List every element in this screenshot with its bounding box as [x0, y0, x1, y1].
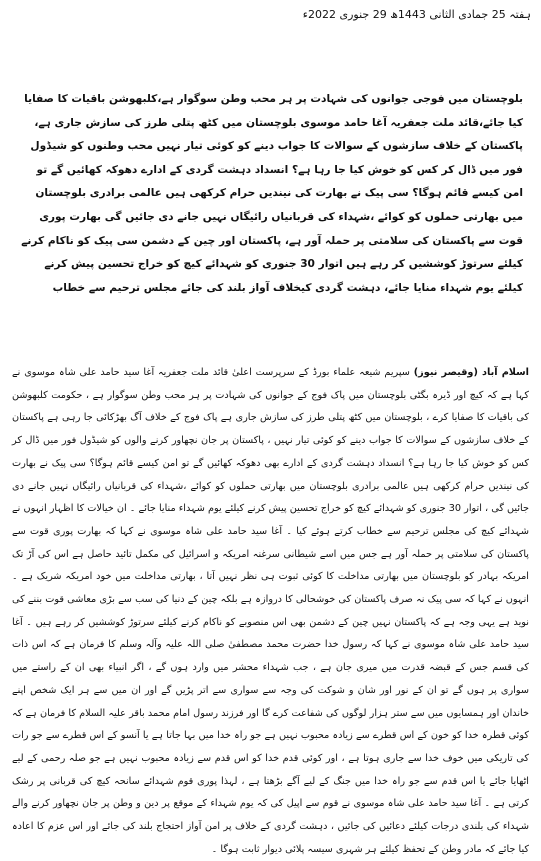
article-text: سپریم شیعہ علماء بورڈ کے سرپرست اعلیٰ قائد ملت جعفریہ آغا سید حامد علی شاہ موسوی نے کہا ہے کہ کیچ اور ڈیرہ بگٹی بلوچستان میں پاک فوج کے جوانوں کی شہادت پر ہر محب وطن سوگوار ہے ، حکومت کلبھوشن کی باقیات کا صفایا کرے ، بلوچستان میں کٹھ پتلی طرز کی سازش جاری ہے پاک فوج کے خلاف آگ بھڑکائی جا رہی ہے پاکستان کے خلاف سازشوں کے سوالات کا جواب دینے کو کوئی تیار نہیں ، پاکستان پر جان نچھاور کرنے والوں کو شیڈول فور میں ڈال کر کس کو خوش کیا جا رہا ہے؟ انسداد دہشت گردی کے ادارے بھی دھوکہ کھائیں گے تو امن کیسے قائم ہوگا؟ سی پیک نے بھارت کی نیندیں حرام کرکھی ہیں عالمی برادری بلوچستان میں بھارتی حملوں کو کوائے ،شہداء کی قربانیاں رائیگاں نہیں جانے دی جائیں گی ، اتوار 30 جنوری کو شہدائے کیچ کو خراج تحسین پیش کرنے کیلئے یوم شہداء منایا جائے ۔ ان خیالات کا اظہار انہوں نے شہدائے کیچ کی مجلس ترحیم سے خطاب کرتے ہوئے کیا ۔ آغا سید حامد علی شاہ موسوی نے کہا کہ بھارت پوری قوت سے پاکستان کی سلامتی پر حملہ آور ہے جس میں اسے شیطانی سرغنہ امریکہ و اسرائیل کی مکمل تائید حاصل ہے اس کی آڑ تک امریکہ بہادر کو بلوچستان میں بھارتی مداخلت کا کوئی ثبوت ہی نظر نہیں آتا ، بھارتی مداخلت میں خود امریکہ شریک ہے ۔ انہوں نے کہا کہ سی پیک نہ صرف پاکستان کی خوشحالی کا دروازہ ہے بلکہ چین کے دنیا کی سب سے بڑی معاشی قوت بننے کی نوید ہے یہی وجہ ہے کہ پاکستان نہیں چین کے دشمن بھی اس منصوبے کو ناکام کرنے کیلئے سرتوڑ کوششیں کر رہے ہیں ۔ آغا سید حامد علی شاہ موسوی نے کہا کہ رسول خدا حضرت محمد مصطفیٰ صلی اللہ علیہ وآلہ وسلم کا فرمان ہے کہ اس ذات کی قسم جس کے قبضہ قدرت میں میری جان ہے ، جب شہداء محشر میں وارد ہوں گے ، اگر انبیاء بھی ان کے راستے میں سواری پر ہوں گے تو ان کے نور اور شان و شوکت کی وجہ سے سواری سے اتر پڑیں گے اور ان میں سے ہر ایک شخص اپنے خاندان اور ہمسایوں میں سے ستر ہزار لوگوں کی شفاعت کرے گا اور فرزند رسول امام محمد باقر علیہ السلام کا فرمان ہے کہ کوئی قطرہ خدا کو خون کے اس قطرے سے زیادہ محبوب نہیں ہے جو راہ خدا میں بہا جاتا ہے یا آنسو کے اس قطرے سے جو رات کی تاریکی میں خوف خدا سے جاری ہوتا ہے ، اور کوئی قدم خدا کو اس قدم سے زیادہ محبوب نہیں ہے جو صلہ رحمی کے لیے اٹھایا جائے یا اس قدم سے جو راہ خدا میں جنگ کے لیے آگے بڑھتا ہے ، لہذا پوری قوم شہدائے سانحہ کیچ کی قربانی پر رشک کرتی ہے ۔ آغا سید حامد علی شاہ موسوی نے قوم سے اپیل کی کہ یوم شہداء کے موقع پر دین و وطن پر جان نچھاور کرنے والے شہداء کی بلندی درجات کیلئے دعائیں کی جائیں ، دہشت گردی کے خلاف پر امن آواز احتجاج بلند کی جائے اور اس عزم کا اعادہ کیا جائے کہ مادر وطن کے تحفظ کیلئے ہر شہری سیسہ پلائی دیوار ثابت ہوگا ۔ — [12, 367, 529, 855]
article-body — [12, 362, 529, 861]
article-dateline: اسلام آباد (وقیصر نیوز) — [413, 367, 529, 378]
headline: بلوچستان میں فوجی جوانوں کی شہادت پر ہر محب وطن سوگوار ہے،کلبھوشن باقیات کا صفایا کیا جائے،قائد ملت جعفریہ آغا حامد موسوی بلوچستان میں کٹھ پتلی طرز کی سازش جاری ہے، پاکستان کے خلاف سازشوں کے سوالات کا جواب دینے کو کوئی تیار نہیں محب وطنوں کو شیڈول فور میں ڈال کر کس کو خوش کیا جا رہا ہے؟ انسداد دہشت گردی کے ادارے دھوکہ کھائیں گے تو امن کیسے قائم ہوگا؟ سی پیک نے بھارت کی نیندیں حرام کرکھی ہیں عالمی برادری بلوچستان میں بھارتی حملوں کو کوائے ،شہداء کی قربانیاں رائیگاں نہیں جانے دی جائیں گی بھارت پوری قوت سے پاکستان کی سلامتی پر حملہ آور ہے، پاکستان اور چین کے دشمن سی پیک کو ناکام کرنے کیلئے سرتوڑ کوششیں کر رہے ہیں اتوار 30 جنوری کو شہدائے کیچ کو خراج تحسین پیش کرنے کیلئے یوم شہداء منایا جائے، دہشت گردی کیخلاف آواز بلند کی جائے مجلس ترحیم سے خطاب — [21, 93, 523, 294]
date-line: ہفتہ 25 جمادی الثانی 1443ھ 29 جنوری 2022ء — [302, 8, 531, 21]
